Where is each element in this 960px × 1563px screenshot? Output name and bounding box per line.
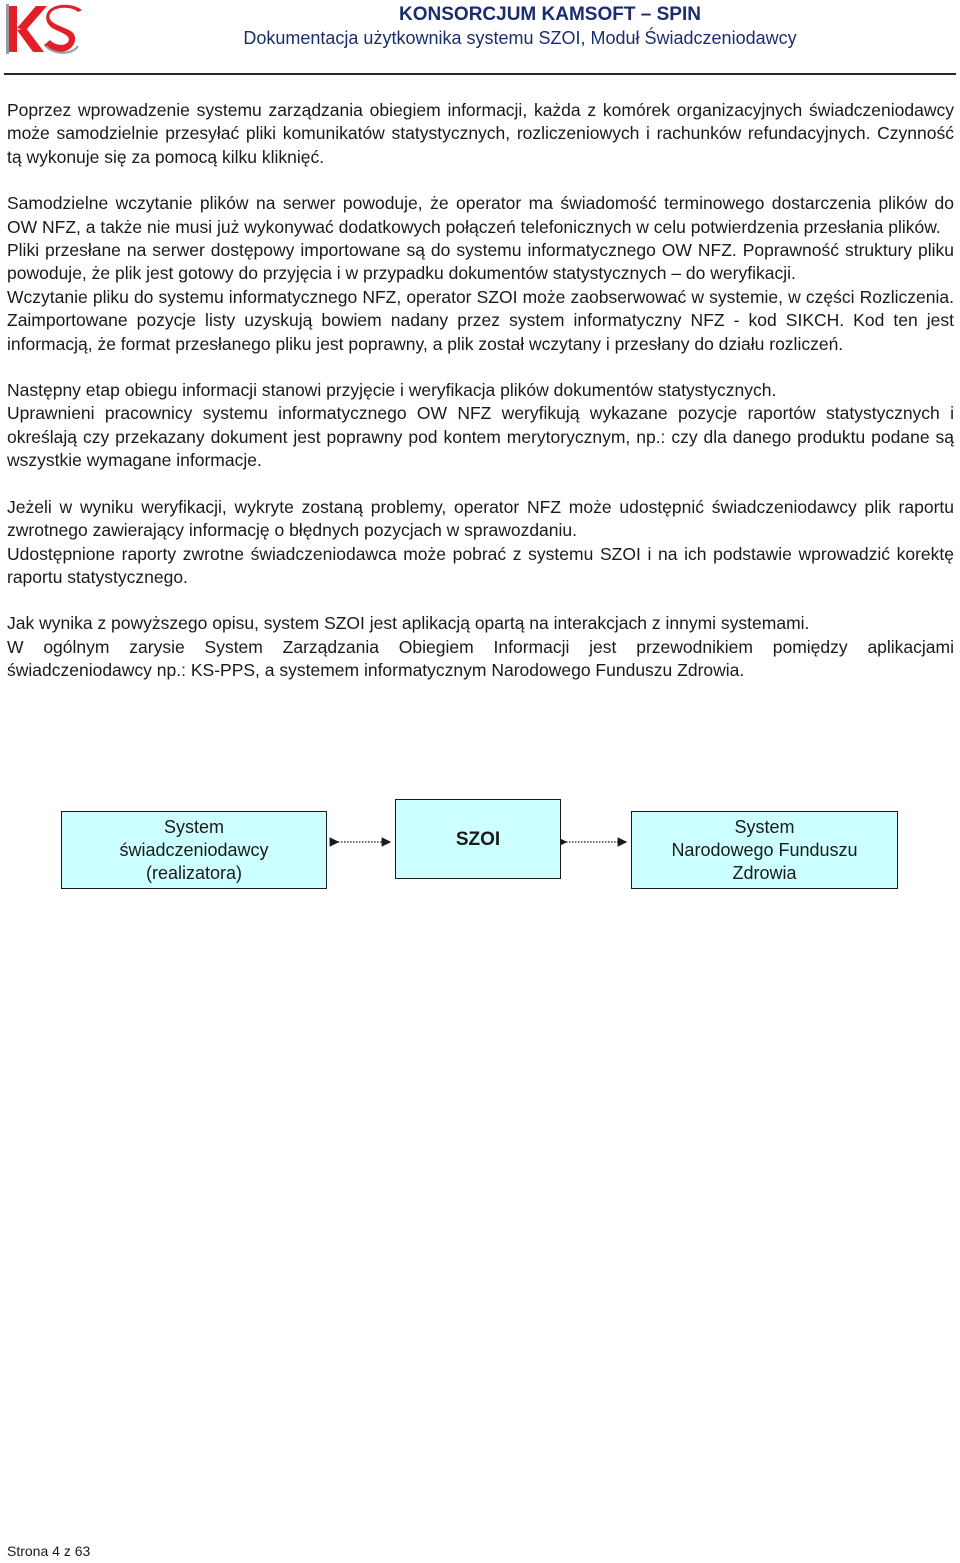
box-line: SZOI: [455, 828, 501, 850]
box-line: Narodowego Funduszu: [671, 839, 858, 860]
page-number: Strona 4 z 63: [7, 1543, 91, 1559]
system-diagram: [0, 796, 960, 896]
paragraph: Udostępnione raporty zwrotne świadczeniodawca może pobrać z systemu SZOI i na ich podstawie wprowadzić korektę raportu statystycznego.: [7, 543, 954, 587]
provider-system-box: [61, 811, 327, 889]
header-divider: [4, 73, 956, 75]
paragraph: Jeżeli w wyniku weryfikacji, wykryte zostaną problemy, operator NFZ może udostępnić świadczeniodawcy plik raportu zwrotnego zawierający informację o błędnych pozycjach w sprawozdaniu.: [7, 496, 954, 541]
paragraph: Jak wynika z powyższego opisu, system SZOI jest aplikacją opartą na interakcjach z innymi systemami.: [7, 613, 810, 634]
page-header: [0, 0, 960, 76]
paragraph: Poprzez wprowadzenie systemu zarządzania obiegiem informacji, każda z komórek organizacyjnych świadczeniodawcy może samodzielnie przesyłać pliki komunikatów statystycznych, rozliczeniowych i rachunków refundacyjnych. Czynność tą wykonuje się za pomocą kilku kliknięć.: [7, 100, 954, 167]
paragraph: Uprawnieni pracownicy systemu informatycznego OW NFZ weryfikują wykazane pozycje raportów statystycznych i określają czy przekazany dokument jest poprawny pod kontem merytorycznym, np.: czy dla danego produktu podane są wszystkie wymagane informacje.: [7, 403, 954, 471]
header-subtitle: Dokumentacja użytkownika systemu SZOI, Moduł Świadczeniodawcy: [243, 28, 797, 48]
box-line: Zdrowia: [732, 862, 797, 883]
paragraph: Wczytanie pliku do systemu informatycznego NFZ, operator SZOI może zaobserwować w systemie, w części Rozliczenia. Zaimportowane pozycje listy uzyskują bowiem nadany przez system informatyczny NFZ - kod SIKCH. Kod ten jest informacją, że format przesłanego pliku jest poprawny, a plik został wczytany i przesłany do działu rozliczeń.: [7, 286, 954, 354]
box-line: System: [734, 816, 795, 837]
paragraph: Pliki przesłane na serwer dostępowy importowane są do systemu informatycznego OW NFZ. Poprawność struktury pliku powoduje, że plik jest gotowy do przyjęcia i w przypadku dokumentów statystycznych – do weryfikacji.: [7, 240, 954, 284]
paragraph: Następny etap obiegu informacji stanowi przyjęcie i weryfikacja plików dokumentów statystycznych.: [7, 380, 777, 401]
box-line: System: [163, 816, 224, 837]
paragraph: Samodzielne wczytanie plików na serwer powoduje, że operator ma świadomość terminowego dostarczenia plików do OW NFZ, a także nie musi już wykonywać dodatkowych połączeń telefonicznych w celu potwierdzenia przesłania plików.: [7, 193, 954, 237]
document-body: [7, 99, 954, 683]
ks-logo-icon: [6, 2, 82, 58]
paragraph: W ogólnym zarysie System Zarządzania Obiegiem Informacji jest przewodnikiem pomiędzy aplikacjami świadczeniodawcy np.: KS-PPS, a systemem informatycznym Narodowego Funduszu Zdrowia.: [7, 636, 954, 681]
header-title: KONSORCJUM KAMSOFT – SPIN: [399, 4, 701, 25]
box-line: świadczeniodawcy: [119, 839, 269, 860]
box-line: (realizatora): [145, 862, 242, 883]
nfz-system-box: [631, 811, 898, 889]
szoi-box: [395, 799, 561, 879]
